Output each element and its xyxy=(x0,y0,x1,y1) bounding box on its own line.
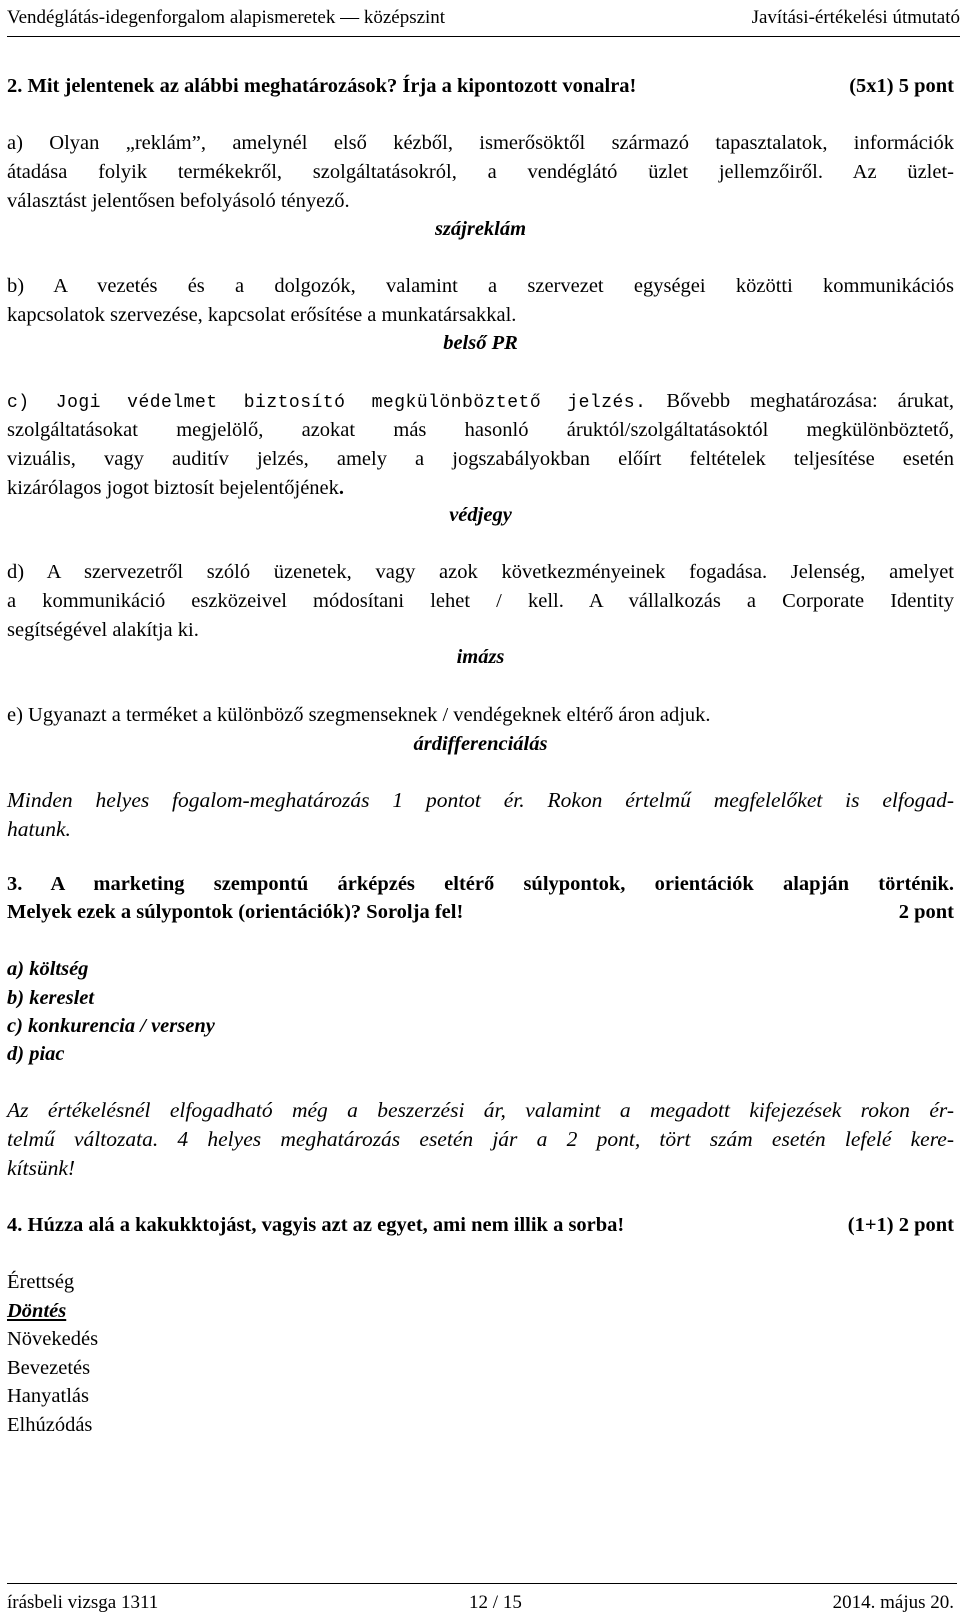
q3-note-line-3: kítsünk! xyxy=(7,1156,76,1180)
footer-page-number: 12 / 15 xyxy=(469,1592,522,1613)
q2d-line-2: a kommunikáció eszközeivel módosítani lehet / kell. A vállalkozás a Corporate Identity xyxy=(7,590,954,612)
q3-note-line-1: Az értékelésnél elfogadható még a beszerzési ár, valamint a megadott kifejezések rokon ér- xyxy=(7,1098,954,1122)
q3-answer-b: b) kereslet xyxy=(7,987,95,1009)
q2c-answer: védjegy xyxy=(449,504,512,526)
q2a-answer: szájreklám xyxy=(434,218,527,240)
q2b-line-2: kapcsolatok szervezése, kapcsolat erősítése a munkatársakkal. xyxy=(7,304,517,326)
q3-answer-c: c) konkurencia / verseny xyxy=(7,1015,215,1037)
q4-item-3: Növekedés xyxy=(7,1328,99,1350)
q3-title-row xyxy=(7,898,954,927)
q2c-line-4-text: kizárólagos jogot biztosít bejelentőjének xyxy=(7,477,339,499)
q4-points: (1+1) 2 pont xyxy=(847,1214,954,1236)
header-left: Vendéglátás-idegenforgalom alapismeretek — középszint xyxy=(7,7,446,28)
q2c-line-1 xyxy=(7,387,954,418)
q2c-line-1-start: c) Jogi védelmet biztosító megkülönböztető jelzés. xyxy=(7,393,647,413)
q2a-line-3: választást jelentősen befolyásoló tényező. xyxy=(7,190,350,212)
q2-title-row xyxy=(7,72,954,101)
q2-note-line-1: Minden helyes fogalom-meghatározás 1 pontot ér. Rokon értelmű megfelelőket is elfogad- xyxy=(7,788,954,812)
q2-note-line-2: hatunk. xyxy=(7,817,71,841)
footer-left: írásbeli vizsga 1311 xyxy=(7,1592,159,1613)
page-header xyxy=(7,0,960,37)
q4-title: 4. Húzza alá a kakukktojást, vagyis azt az egyet, ami nem illik a sorba! xyxy=(7,1214,625,1236)
q2c-line-4-dot: . xyxy=(338,477,345,499)
q2b-answer: belső PR xyxy=(443,332,518,354)
q2c-line-4 xyxy=(7,474,954,503)
q3-title-line-1: 3. A marketing szempontú árképzés eltérő súlypontok, orientációk alapján történik. xyxy=(7,873,954,895)
q4-item-6: Elhúzódás xyxy=(7,1414,93,1436)
q2c-line-3: vizuális, vagy auditív jelzés, amely a jogszabályokban előírt feltételek teljesítése esetén xyxy=(7,448,954,470)
q4-title-row xyxy=(7,1211,954,1240)
q2c-line-2: szolgáltatásokat megjelölő, azokat más hasonló áruktól/szolgáltatásoktól megkülönböztető, xyxy=(7,419,954,441)
q2d-line-1: d) A szervezetről szóló üzenetek, vagy azok következményeinek fogadása. Jelenség, amelyet xyxy=(7,561,954,583)
q2-title: 2. Mit jelentenek az alábbi meghatározások? Írja a kipontozott vonalra! xyxy=(7,75,637,97)
q2e-answer: árdifferenciálás xyxy=(413,733,548,755)
q4-item-5: Hanyatlás xyxy=(7,1385,89,1407)
q2d-line-3: segítségével alakítja ki. xyxy=(7,619,199,641)
header-right: Javítási-értékelési útmutató xyxy=(751,7,960,28)
q2a-line-1: a) Olyan „reklám”, amelynél első kézből, ismerősöktől származó tapasztalatok, információk xyxy=(7,132,954,154)
q2a-line-2: átadása folyik termékekről, szolgáltatásokról, a vendéglátó üzlet jellemzőiről. Az üzlet- xyxy=(7,161,954,183)
q2d-answer: imázs xyxy=(456,646,505,668)
footer-date: 2014. május 20. xyxy=(832,1592,954,1613)
q2e-line-1: e) Ugyanazt a terméket a különböző szegmenseknek / vendégeknek eltérő áron adjuk. xyxy=(7,704,711,726)
q3-title-line-2: Melyek ezek a súlypontok (orientációk)? Sorolja fel! xyxy=(7,901,464,923)
q3-answer-a: a) költség xyxy=(7,958,89,980)
footer-rule xyxy=(7,1583,957,1584)
q2-points: (5x1) 5 pont xyxy=(849,75,954,97)
q4-item-4: Bevezetés xyxy=(7,1357,91,1379)
q2c-line-1-end: Bővebb meghatározása: árukat, xyxy=(646,390,954,412)
q3-points: 2 pont xyxy=(898,901,954,923)
q3-answer-d: d) piac xyxy=(7,1043,65,1065)
q4-item-2-underlined: Döntés xyxy=(7,1300,67,1322)
q3-note-line-2: telmű változata. 4 helyes meghatározás esetén jár a 2 pont, tört szám esetén lefelé kere- xyxy=(7,1127,954,1151)
page-footer xyxy=(7,1588,954,1617)
q4-item-1: Érettség xyxy=(7,1271,75,1293)
q2b-line-1: b) A vezetés és a dolgozók, valamint a szervezet egységei közötti kommunikációs xyxy=(7,275,954,297)
